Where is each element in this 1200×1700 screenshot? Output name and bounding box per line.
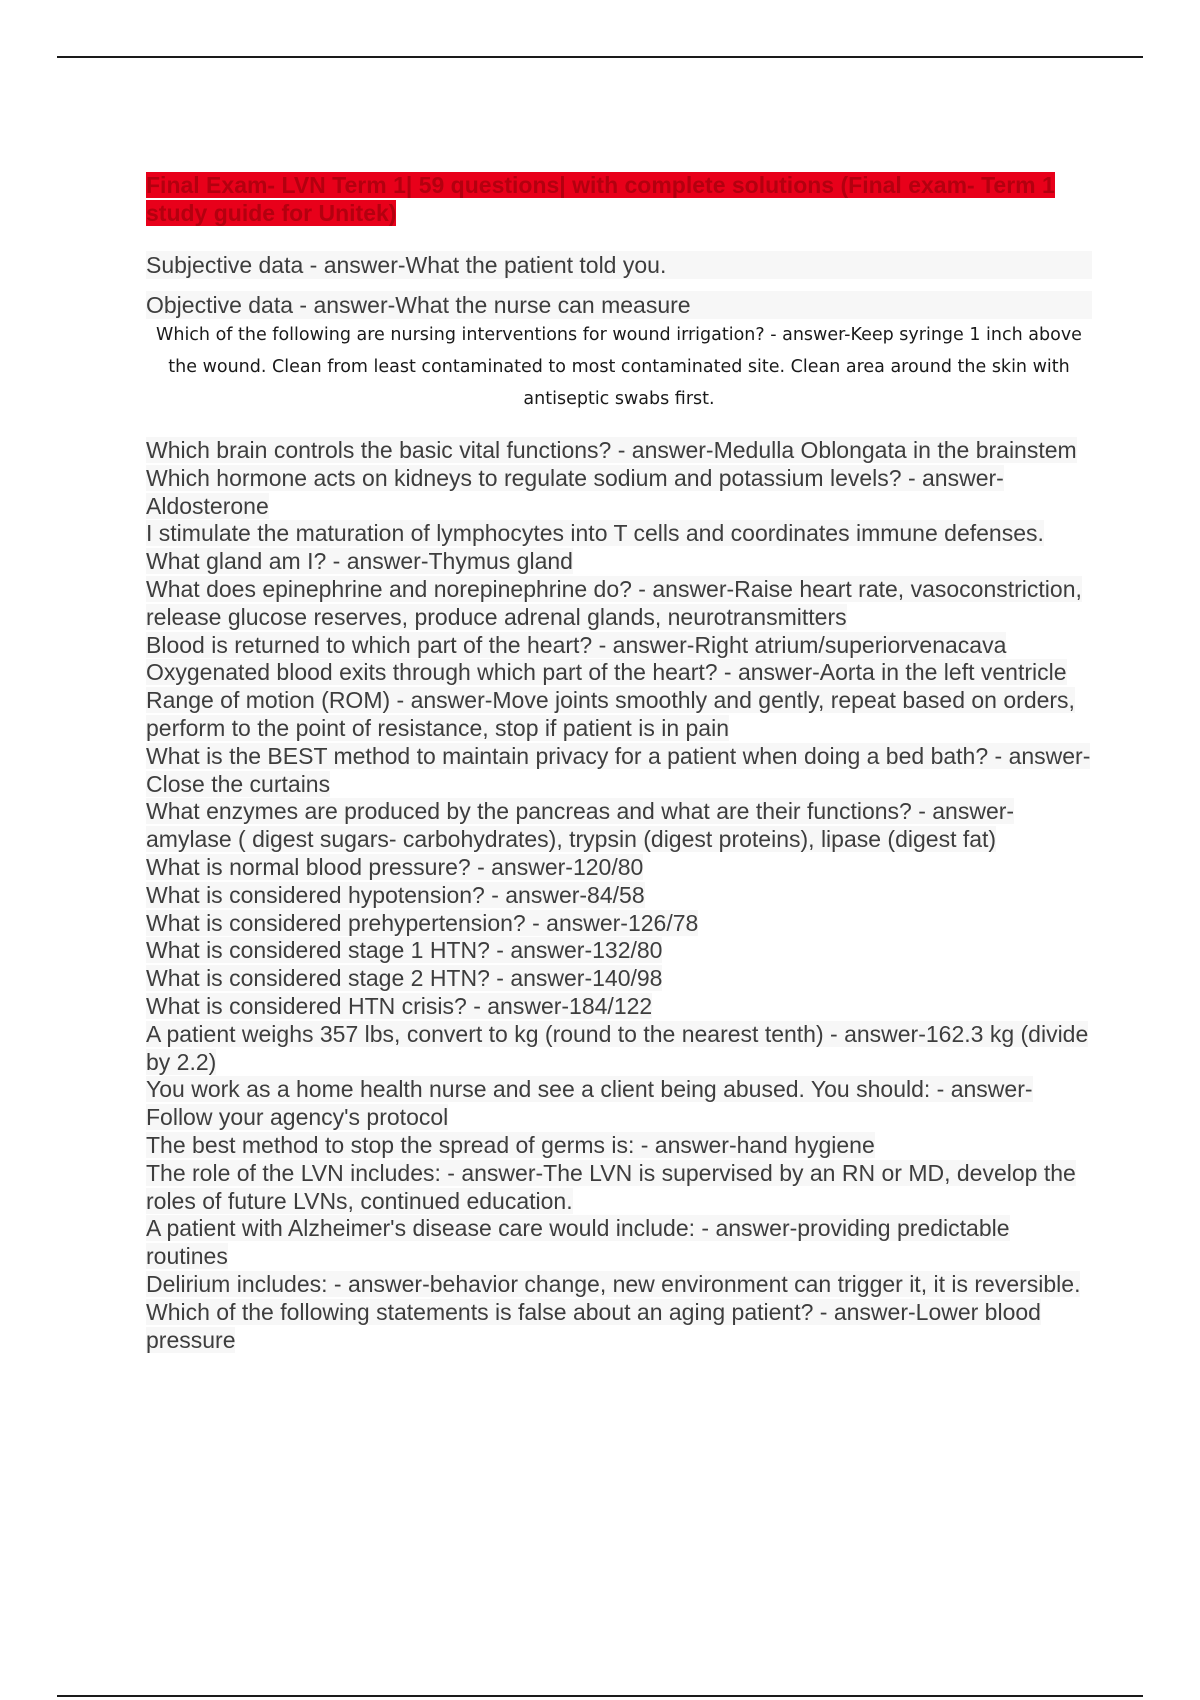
list-item-text: Which of the following statements is false about an aging patient? - answer-Lower blood pressure <box>146 1298 1041 1353</box>
list-item-text: The best method to stop the spread of germs is: - answer-hand hygiene <box>146 1131 875 1158</box>
list-item-text: Range of motion (ROM) - answer-Move joints smoothly and gently, repeat based on orders, perform to the point of resistance, stop if patient is in pain <box>146 687 1075 741</box>
list-item-text: Which hormone acts on kidneys to regulate sodium and potassium levels? - answer-Aldosterone <box>146 464 1004 519</box>
qa-list <box>146 437 1092 1354</box>
list-item-text: What does epinephrine and norepinephrine do? - answer-Raise heart rate, vasoconstriction, release glucose reserves, produce adrenal glands, neurotransmitters <box>146 575 1082 630</box>
list-item-text: What enzymes are produced by the pancreas and what are their functions? - answer-amylase ( digest sugars- carbohydrates), trypsin (digest proteins), lipase (digest fat) <box>146 798 1015 853</box>
list-item-text: Delirium includes: - answer-behavior change, new environment can trigger it, it is reversible. <box>146 1270 1081 1297</box>
document-body <box>146 171 1092 1354</box>
list-item <box>146 659 1092 687</box>
list-item <box>146 576 1092 632</box>
list-item <box>146 1271 1092 1299</box>
list-item <box>146 854 1092 882</box>
list-item-text: What is normal blood pressure? - answer-120/80 <box>146 853 644 880</box>
document-title <box>146 171 1092 227</box>
list-item-text: I stimulate the maturation of lymphocytes into T cells and coordinates immune defenses. What gland am I? - answer-Thymus gland <box>146 520 1044 575</box>
list-item <box>146 632 1092 660</box>
list-item <box>146 465 1092 521</box>
qa-subjective: Subjective data - answer-What the patient told you. <box>146 251 1092 279</box>
list-item-text: Oxygenated blood exits through which part of the heart? - answer-Aorta in the left ventricle <box>146 659 1067 686</box>
list-item <box>146 520 1092 576</box>
list-item <box>146 687 1092 743</box>
list-item <box>146 798 1092 854</box>
list-item-text: A patient with Alzheimer's disease care would include: - answer-providing predictable routines <box>146 1215 1010 1270</box>
list-item-text: The role of the LVN includes: - answer-The LVN is supervised by an RN or MD, develop the roles of future LVNs, continued education. <box>146 1159 1076 1214</box>
list-item <box>146 965 1092 993</box>
list-item <box>146 1021 1092 1077</box>
list-item <box>146 1299 1092 1355</box>
bottom-rule <box>57 1695 1143 1697</box>
list-item-text: What is considered prehypertension? - answer-126/78 <box>146 909 699 936</box>
list-item-text: A patient weighs 357 lbs, convert to kg (round to the nearest tenth) - answer-162.3 kg (divide by 2.2) <box>146 1020 1089 1075</box>
list-item-text: What is considered hypotension? - answer-84/58 <box>146 881 645 908</box>
qa-objective: Objective data - answer-What the nurse can measure <box>146 291 1092 319</box>
top-rule <box>57 56 1143 58</box>
list-item <box>146 910 1092 938</box>
list-item-text: Which brain controls the basic vital functions? - answer-Medulla Oblongata in the brainstem <box>146 437 1077 463</box>
list-item <box>146 993 1092 1021</box>
list-item <box>146 1132 1092 1160</box>
list-item <box>146 1160 1092 1216</box>
qa-wound-irrigation: Which of the following are nursing interventions for wound irrigation? - answer-Keep syringe 1 inch above the wound. Clean from least contaminated to most contaminated site. Clean area around the skin with antiseptic swabs first. <box>156 325 1082 409</box>
list-item <box>146 937 1092 965</box>
list-item-text: What is considered stage 2 HTN? - answer-140/98 <box>146 965 663 992</box>
list-item <box>146 1215 1092 1271</box>
list-item <box>146 1076 1092 1132</box>
title-highlight: Final Exam- LVN Term 1| 59 questions| with complete solutions (Final exam- Term 1 study guide for Unitek) <box>146 172 1055 226</box>
list-item-text: What is considered HTN crisis? - answer-184/122 <box>146 992 653 1019</box>
list-item <box>146 743 1092 799</box>
list-item <box>146 882 1092 910</box>
list-item-text: Blood is returned to which part of the heart? - answer-Right atrium/superiorvenacava <box>146 631 1007 658</box>
list-item-text: What is considered stage 1 HTN? - answer-132/80 <box>146 937 663 964</box>
intro-block <box>146 251 1092 319</box>
list-item-text: What is the BEST method to maintain privacy for a patient when doing a bed bath? - answer-Close the curtains <box>146 742 1091 797</box>
list-item-text: You work as a home health nurse and see a client being abused. You should: - answer-Follow your agency's protocol <box>146 1076 1033 1131</box>
list-item <box>146 437 1092 465</box>
